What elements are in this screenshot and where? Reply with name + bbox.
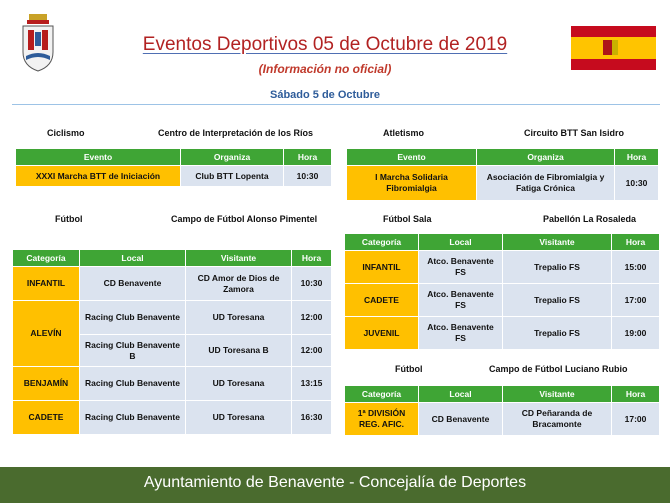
column-header: Hora	[284, 149, 332, 166]
visitor-cell: CD Peñaranda de Bracamonte	[503, 403, 612, 436]
time-cell: 12:00	[292, 335, 332, 367]
organizer-cell: Asociación de Fibromialgia y Fatiga Crónica	[477, 166, 615, 201]
event-cell: XXXI Marcha BTT de Iniciación	[16, 166, 181, 187]
local-cell: CD Benavente	[419, 403, 503, 436]
column-header: Organiza	[477, 149, 615, 166]
atletismo-sport-label: Atletismo	[383, 128, 425, 138]
header-divider	[12, 104, 660, 105]
table-row	[13, 267, 332, 301]
category-cell: INFANTIL	[13, 267, 80, 301]
table-row	[16, 166, 332, 187]
category-cell: 1ª DIVISIÓN REG. AFIC.	[345, 403, 419, 436]
category-cell: INFANTIL	[345, 251, 419, 284]
futbol-sala-sport-label: Fútbol Sala	[383, 214, 432, 224]
ciclismo-table	[15, 148, 332, 187]
table-row	[345, 403, 660, 436]
page-subtitle: (Información no oficial)	[258, 62, 392, 76]
futbol-luciano-sport-label: Fútbol	[395, 364, 423, 374]
spain-flag-icon	[571, 26, 656, 70]
local-cell: Atco. Benavente FS	[419, 317, 503, 350]
ciclismo-sport-label: Ciclismo	[47, 128, 85, 138]
time-cell: 12:00	[292, 301, 332, 335]
column-header: Categoría	[13, 250, 80, 267]
column-header: Local	[80, 250, 186, 267]
table-row	[345, 317, 660, 350]
time-cell: 16:30	[292, 401, 332, 435]
visitor-cell: CD Amor de Dios de Zamora	[186, 267, 292, 301]
futbol-sala-table	[344, 233, 660, 350]
column-header: Visitante	[503, 386, 612, 403]
time-cell: 17:00	[612, 403, 660, 436]
column-header: Local	[419, 234, 503, 251]
column-header: Hora	[612, 386, 660, 403]
futbol-sala-venue-label: Pabellón La Rosaleda	[543, 214, 637, 224]
coat-of-arms-icon	[20, 14, 56, 72]
category-cell: JUVENIL	[345, 317, 419, 350]
visitor-cell: UD Toresana B	[186, 335, 292, 367]
time-cell: 19:00	[612, 317, 660, 350]
local-cell: CD Benavente	[80, 267, 186, 301]
time-cell: 15:00	[612, 251, 660, 284]
column-header: Categoría	[345, 386, 419, 403]
table-header-row	[13, 250, 332, 267]
local-cell: Racing Club Benavente	[80, 367, 186, 401]
futbol-alonso-sport-label: Fútbol	[55, 214, 83, 224]
event-cell: I Marcha Solidaria Fibromialgia	[347, 166, 477, 201]
category-cell: CADETE	[345, 284, 419, 317]
table-row	[345, 284, 660, 317]
ciclismo-venue-label: Centro de Interpretación de los Ríos	[158, 128, 314, 138]
organizer-cell: Club BTT Lopenta	[181, 166, 284, 187]
local-cell: Racing Club Benavente	[80, 401, 186, 435]
table-row	[13, 401, 332, 435]
column-header: Hora	[612, 234, 660, 251]
futbol-alonso-table	[12, 249, 332, 435]
time-cell: 10:30	[615, 166, 659, 201]
time-cell: 13:15	[292, 367, 332, 401]
visitor-cell: UD Toresana	[186, 301, 292, 335]
atletismo-table	[346, 148, 659, 201]
local-cell: Atco. Benavente FS	[419, 251, 503, 284]
time-cell: 10:30	[292, 267, 332, 301]
category-cell: BENJAMÍN	[13, 367, 80, 401]
visitor-cell: Trepalio FS	[503, 284, 612, 317]
column-header: Organiza	[181, 149, 284, 166]
column-header: Evento	[16, 149, 181, 166]
table-header-row	[345, 234, 660, 251]
table-row	[347, 166, 659, 201]
category-cell: CADETE	[13, 401, 80, 435]
local-cell: Atco. Benavente FS	[419, 284, 503, 317]
futbol-luciano-table	[344, 385, 660, 436]
table-header-row	[347, 149, 659, 166]
table-row	[13, 301, 332, 335]
footer-bar	[0, 467, 670, 503]
time-cell: 17:00	[612, 284, 660, 317]
time-cell: 10:30	[284, 166, 332, 187]
event-date: Sábado 5 de Octubre	[269, 89, 381, 101]
table-row	[13, 367, 332, 401]
footer-text: Ayuntamiento de Benavente - Concejalía de Deportes	[143, 474, 527, 491]
category-cell: ALEVÍN	[13, 301, 80, 367]
local-cell: Racing Club Benavente	[80, 301, 186, 335]
visitor-cell: UD Toresana	[186, 401, 292, 435]
column-header: Local	[419, 386, 503, 403]
column-header: Categoría	[345, 234, 419, 251]
column-header: Hora	[292, 250, 332, 267]
page-title: Eventos Deportivos 05 de Octubre de 2019	[142, 34, 508, 55]
column-header: Evento	[347, 149, 477, 166]
atletismo-venue-label: Circuito BTT San Isidro	[524, 128, 625, 138]
futbol-alonso-venue-label: Campo de Fútbol Alonso Pimentel	[171, 214, 318, 224]
table-header-row	[16, 149, 332, 166]
table-row	[345, 251, 660, 284]
visitor-cell: Trepalio FS	[503, 251, 612, 284]
futbol-luciano-venue-label: Campo de Fútbol Luciano Rubio	[489, 364, 628, 374]
table-header-row	[345, 386, 660, 403]
visitor-cell: Trepalio FS	[503, 317, 612, 350]
column-header: Hora	[615, 149, 659, 166]
local-cell: Racing Club Benavente B	[80, 335, 186, 367]
visitor-cell: UD Toresana	[186, 367, 292, 401]
column-header: Visitante	[503, 234, 612, 251]
column-header: Visitante	[186, 250, 292, 267]
